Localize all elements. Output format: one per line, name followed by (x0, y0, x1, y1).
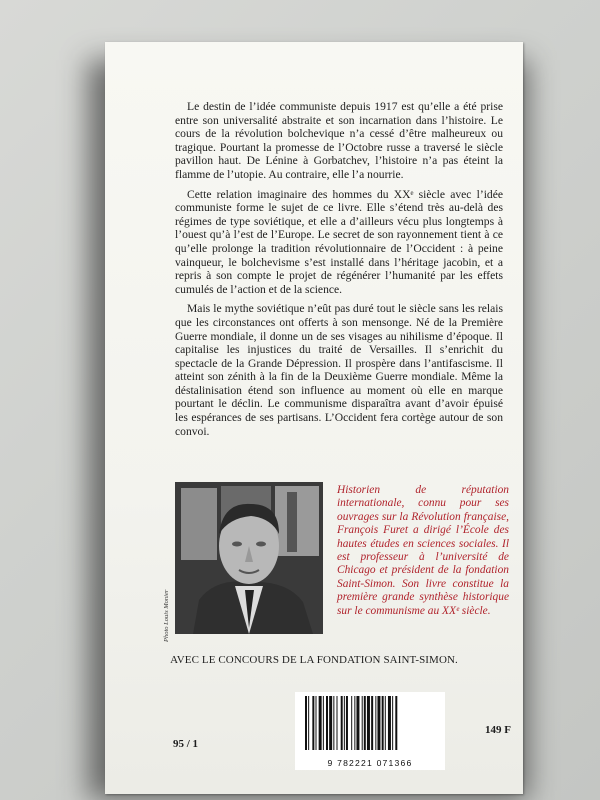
barcode-bar (308, 696, 309, 750)
barcode-bar (316, 696, 317, 750)
barcode-bar (344, 696, 345, 750)
barcode-bar (351, 696, 352, 750)
isbn-number: 9 782221 071366 (327, 758, 413, 768)
catalog-code: 95 / 1 (173, 738, 199, 750)
barcode-bar (382, 696, 384, 750)
author-photo (175, 482, 323, 634)
blurb-text (175, 100, 503, 444)
barcode-bar (329, 696, 332, 750)
barcode-bar (392, 696, 393, 750)
barcode-bar (323, 696, 324, 750)
barcode-bar (354, 696, 355, 750)
barcode-bar (305, 696, 307, 750)
blurb-paragraph-3: Mais le mythe soviétique n’eût pas duré tout le siècle sans les relais que les circonstances ont offerts à son mensonge. Né de la Première Guerre mondiale, il donne un de ses visages au nihilisme d’époque. Il capitalise les injustices du traité de Versailles. Il s’enrichit du spectacle de la Grande Dépression. Il prospère dans l’antifascisme. Il atteint son zénith à la fin de la Deuxième Guerre mondiale. Même la déstalinisation étend son influence au moment où elle en marque pourtant le déclin. Le communisme disparaîtra avant d’avoir épuisé les espérances de ses partisans. L’Occident fera cortège autour de son convoi. (175, 302, 503, 438)
barcode-bar (337, 696, 338, 750)
barcode-bar (326, 696, 328, 750)
barcode-bar (388, 696, 391, 750)
barcode-bar (346, 696, 348, 750)
price: 149 F (485, 724, 511, 736)
barcode-bar (312, 696, 314, 750)
photo-credit: Photo Louis Monier (163, 589, 170, 642)
blurb-paragraph-2: Cette relation imaginaire des hommes du XXᵉ siècle avec l’idée communiste forme le sujet de ce livre. Elle s’étend très au-delà des régimes de type soviétique, et elle a d’ailleurs vécu plus longtemps à l’ouest qu’à l’est de l’Europe. Le secret de son rayonnement tient à ce qu’elle prolonge la tradition révolutionnaire de l’Occident : à peine vainqueur, le bolchevisme s’est installé dans l’héritage jacobin, et a repris à son compte le projet de régénérer l’humanité par les effets cumulés de l’action et de la science. (175, 187, 503, 296)
barcode-bar (333, 696, 334, 750)
barcode-bar (385, 696, 386, 750)
author-bio: Historien de réputation internationale, connu pour ses ouvrages sur la Révolution française, François Furet a dirigé l’École des hautes études en sciences sociales. Il est professeur à l’université de Chicago et président de la fondation Saint-Simon. Son livre constitue la première grande synthèse historique sur le communisme au XXᵉ siècle. (337, 484, 509, 617)
barcode-bars (295, 692, 445, 756)
sponsor-line: AVEC LE CONCOURS DE LA FONDATION SAINT-SIMON. (170, 654, 458, 666)
book-back-cover (105, 42, 523, 794)
barcode-bar (356, 696, 359, 750)
barcode-bar (377, 696, 380, 750)
blurb-paragraph-1: Le destin de l’idée communiste depuis 1917 est qu’elle a été prise entre son universalité abstraite et son incarnation dans l’histoire. Le cours de la révolution bolchevique n’a cessé d’être malheureux ou tragique. Pourtant la promesse de l’Octobre russe a traversé le siècle pavillon haut. De Lénine à Gorbatchev, l’histoire n’a pas éteint la flamme de l’utopie. Au contraire, elle l’a nourrie. (175, 100, 503, 181)
barcode-bar (341, 696, 343, 750)
barcode-bar (367, 696, 370, 750)
barcode (295, 692, 445, 770)
barcode-bar (362, 696, 363, 750)
barcode-bar (375, 696, 376, 750)
barcode-bar (319, 696, 322, 750)
barcode-bar (371, 696, 373, 750)
barcode-bar (364, 696, 366, 750)
barcode-bar (395, 696, 397, 750)
